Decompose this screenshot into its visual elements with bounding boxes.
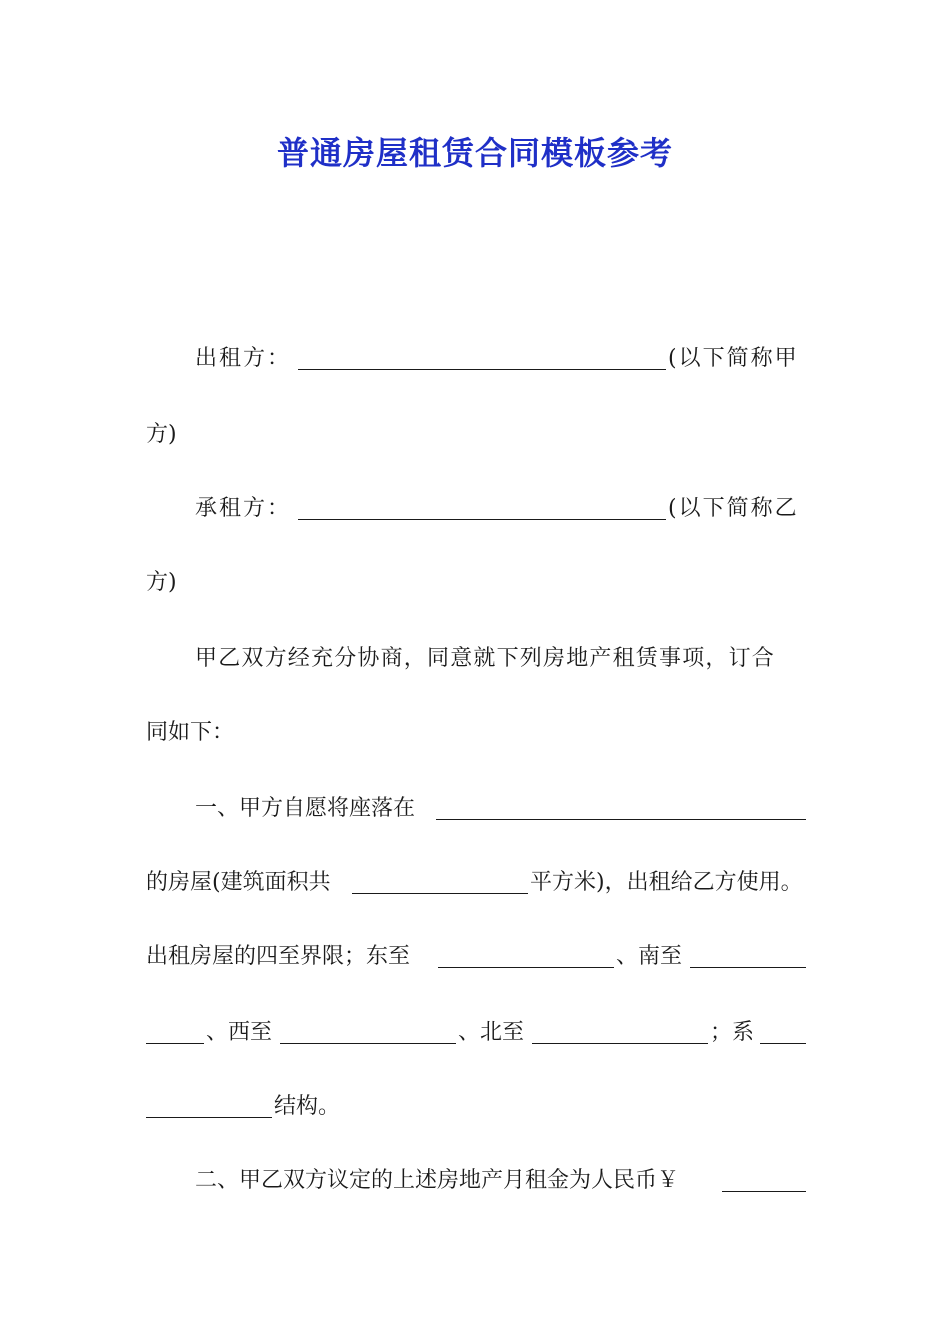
boundary-east-label: 出租房屋的四至界限；东至	[146, 944, 411, 969]
area-suffix: 平方米)，出租给乙方使用。	[530, 870, 803, 895]
boundary-south-label: 、南至	[616, 944, 683, 969]
rent-label: 二、甲乙双方议定的上述房地产月租金为人民币￥	[195, 1168, 680, 1193]
structure-suffix: 结构。	[274, 1094, 341, 1119]
lessee-name-blank	[298, 519, 666, 520]
lessee-label: 承租方：	[195, 496, 292, 521]
south-blank-cont	[146, 1043, 204, 1044]
south-blank	[690, 967, 806, 968]
lessor-name-blank	[298, 369, 666, 370]
rent-blank	[722, 1191, 806, 1192]
structure-blank	[760, 1043, 806, 1044]
north-blank	[532, 1043, 708, 1044]
structure-label: ；系	[710, 1020, 755, 1045]
lessor-cont: 方)	[146, 422, 177, 447]
agreement-cont: 同如下：	[146, 720, 235, 745]
boundary-west-label: 、西至	[206, 1020, 273, 1045]
lessor-label: 出租方：	[195, 346, 292, 371]
area-blank	[352, 893, 528, 894]
document-title: 普通房屋租赁合同模板参考	[276, 134, 673, 172]
clause-1-location-label: 一、甲方自愿将座落在	[195, 796, 416, 821]
east-blank	[438, 967, 614, 968]
area-label: 的房屋(建筑面积共	[146, 870, 331, 895]
west-blank	[280, 1043, 456, 1044]
boundary-north-label: 、北至	[458, 1020, 525, 1045]
structure-blank-cont	[146, 1117, 272, 1118]
location-blank	[436, 819, 806, 820]
lessee-suffix: (以下简称乙	[668, 496, 799, 521]
lessor-suffix: (以下简称甲	[668, 346, 799, 371]
lessee-cont: 方)	[146, 570, 177, 595]
agreement-text: 甲乙双方经充分协商，同意就下列房地产租赁事项，订合	[195, 646, 776, 671]
